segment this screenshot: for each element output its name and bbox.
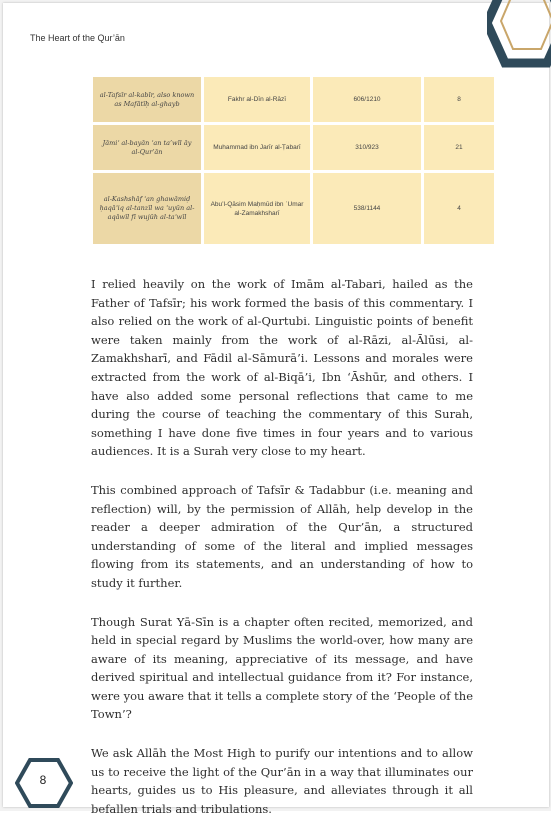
tafsir-sources-table [90,74,497,247]
book-page [3,3,549,816]
table-row [93,173,494,244]
author-cell: Muhammad ibn Jarīr al-Ṭabarī [204,125,310,170]
work-title-cell: al-Kashshāf ʿan ghawāmiḍ ḥaqāʾiq al-tanzīl wa ʿuyūn al-aqāwīl fī wujūh al-taʾwīl [93,173,201,244]
volumes-cell: 21 [424,125,494,170]
work-title-cell: al-Tafsīr al-kabīr, also known as Mafātīḥ al-ghayb [93,77,201,122]
corner-hexagon-decoration [487,0,551,83]
table-row [93,77,494,122]
death-date-cell: 310/923 [313,125,421,170]
page-number: 8 [39,773,47,787]
author-cell: Fakhr al-Dīn al-Rāzī [204,77,310,122]
paragraph: Though Surat Yā-Sīn is a chapter often recited, memorized, and held in special regard by Muslims the world-over, how many are aware of its meaning, appreciative of its message, and have derived spiritual and intellectual guidance from it? For instance, were you aware that it tells a complete story of the ‘People of the Town’? [91,614,473,722]
volumes-cell: 4 [424,173,494,244]
paragraph: This combined approach of Tafsīr & Tadabbur (i.e. meaning and reflection) will, by the permission of Allāh, help develop in the reader a deeper admiration of the Qur’ān, a structured understanding of some of the literal and implied messages flowing from its statements, and an understanding of how to study it further. [91,482,473,590]
work-title-cell: Jāmiʿ al-bayān ʿan ta’wīl āy al-Qur’ān [93,125,201,170]
volumes-cell: 8 [424,77,494,122]
table-row [93,125,494,170]
death-date-cell: 606/1210 [313,77,421,122]
death-date-cell: 538/1144 [313,173,421,244]
author-cell: Abu’l-Qāsim Maḥmūd ibn ʿUmar al-Zamakhsharī [204,173,310,244]
running-header: The Heart of the Qur’ān [30,33,125,43]
body-text [91,275,473,838]
paragraph: We ask Allāh the Most High to purify our intentions and to allow us to receive the light of the Qur’ān in a way that illuminates our hearts, guides us to His pleasure, and alleviates through it all befallen trials and tribulations. [91,746,473,816]
paragraph: I relied heavily on the work of Imām al-Tabari, hailed as the Father of Tafsīr; his work formed the basis of this commentary. I also relied on the work of al-Qurtubi. Linguistic points of benefit were taken mainly from the work of al-Rāzi, al-Ālūsi, al-Zamakhsharī, and Fādil al-Sāmurā’i. Lessons and morales were extracted from the work of al-Biqā’i, Ibn ‘Āshūr, and others. I have also added some personal reflections that came to me during the course of teaching the commentary of this Surah, something I have done five times in four years and to various audiences. It is a Surah very close to my heart. [91,277,473,459]
